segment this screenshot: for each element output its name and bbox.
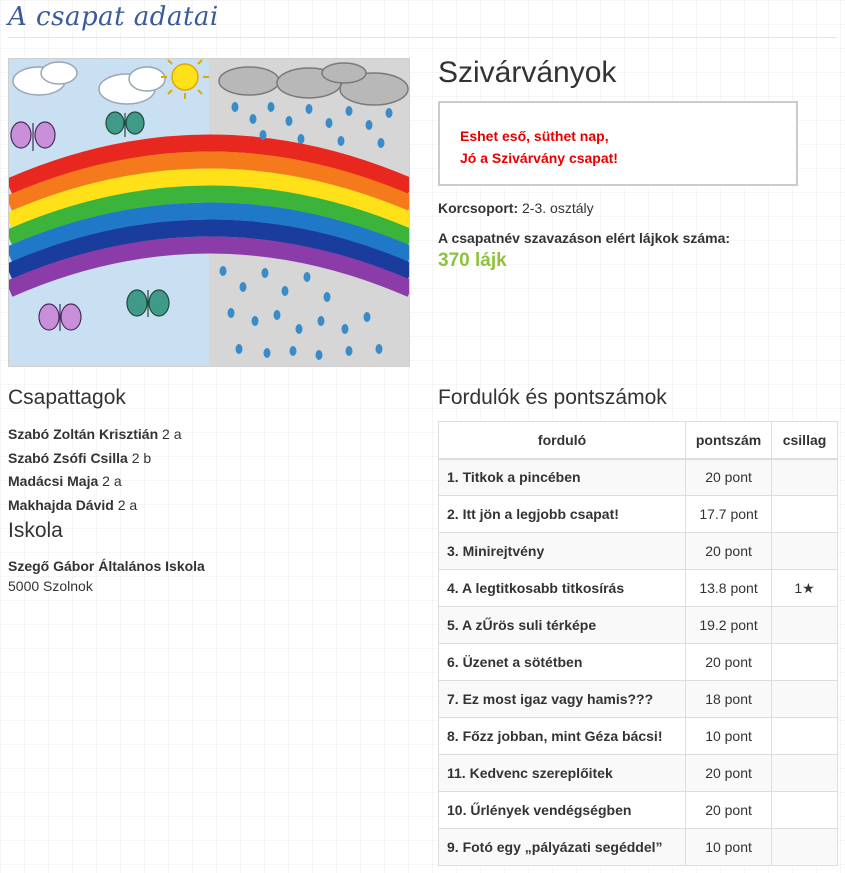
- round-score: 13.8 pont: [686, 570, 772, 607]
- round-stars: [772, 607, 838, 644]
- butterfly-icon: [106, 112, 144, 137]
- table-row: [439, 496, 838, 533]
- column-header-score: pontszám: [686, 422, 772, 459]
- round-stars: [772, 681, 838, 718]
- round-score: 20 pont: [686, 644, 772, 681]
- member-name: Szabó Zsófi Csilla: [8, 449, 128, 466]
- table-row: [439, 570, 838, 607]
- round-stars: [772, 459, 838, 496]
- table-row: [439, 459, 838, 496]
- round-name: 8. Főzz jobban, mint Géza bácsi!: [439, 718, 686, 755]
- school-info: [8, 556, 205, 596]
- school-heading: Iskola: [8, 519, 63, 542]
- table-row: [439, 607, 838, 644]
- round-name: 3. Minirejtvény: [439, 533, 686, 570]
- round-score: 19.2 pont: [686, 607, 772, 644]
- school-address: 5000 Szolnok: [8, 578, 93, 594]
- round-stars: [772, 829, 838, 866]
- round-name: 7. Ez most igaz vagy hamis???: [439, 681, 686, 718]
- round-stars: [772, 644, 838, 681]
- round-name: 6. Üzenet a sötétben: [439, 644, 686, 681]
- team-name: Szivárványok: [438, 56, 617, 89]
- member-grade: 2 a: [102, 473, 122, 489]
- column-header-stars: csillag: [772, 422, 838, 459]
- member-item: [8, 423, 181, 447]
- member-item: [8, 494, 181, 518]
- round-name: 4. A legtitkosabb titkosírás: [439, 570, 686, 607]
- round-score: 10 pont: [686, 718, 772, 755]
- members-heading: Csapattagok: [8, 386, 126, 409]
- motto-line: Eshet eső, süthet nap,: [460, 128, 609, 144]
- round-name: 11. Kedvenc szereplőitek: [439, 755, 686, 792]
- round-name: 1. Titkok a pincében: [439, 459, 686, 496]
- round-score: 17.7 pont: [686, 496, 772, 533]
- member-name: Madácsi Maja: [8, 473, 99, 489]
- round-score: 20 pont: [686, 533, 772, 570]
- butterfly-icon: [127, 290, 169, 317]
- page-title: A csapat adatai: [8, 2, 219, 32]
- table-header-row: [439, 422, 838, 459]
- round-name: 2. Itt jön a legjobb csapat!: [439, 496, 686, 533]
- round-score: 20 pont: [686, 459, 772, 496]
- butterfly-icon: [39, 304, 81, 331]
- members-list: [8, 423, 181, 517]
- round-stars: 1★: [772, 570, 838, 607]
- round-score: 20 pont: [686, 755, 772, 792]
- team-drawing: [8, 58, 410, 367]
- member-grade: 2 b: [131, 449, 152, 466]
- table-row: [439, 644, 838, 681]
- member-name: Makhajda Dávid: [8, 496, 114, 513]
- round-name: 9. Fotó egy „pályázati segéddel”: [439, 829, 686, 866]
- round-stars: [772, 718, 838, 755]
- member-grade: 2 a: [162, 426, 182, 442]
- rounds-table: [438, 421, 838, 866]
- table-row: [439, 829, 838, 866]
- table-row: [439, 755, 838, 792]
- table-row: [439, 718, 838, 755]
- likes-value: 370 lájk: [438, 250, 507, 271]
- butterfly-icon: [11, 122, 55, 151]
- round-name: 10. Űrlények vendégségben: [439, 792, 686, 829]
- round-name: 5. A zŰrös suli térképe: [439, 607, 686, 644]
- member-item: [8, 470, 181, 494]
- age-group-value: 2-3. osztály: [522, 200, 594, 216]
- age-group-label: Korcsoport:: [438, 200, 519, 216]
- motto-line: Jó a Szivárvány csapat!: [460, 150, 618, 166]
- column-header-round: forduló: [439, 422, 686, 459]
- round-stars: [772, 496, 838, 533]
- school-name: Szegő Gábor Általános Iskola: [8, 558, 205, 574]
- member-name: Szabó Zoltán Krisztián: [8, 426, 159, 442]
- table-row: [439, 792, 838, 829]
- likes-label: A csapatnév szavazáson elért lájkok száma:: [438, 230, 731, 246]
- team-motto-box: [438, 101, 798, 186]
- round-score: 20 pont: [686, 792, 772, 829]
- table-row: [439, 533, 838, 570]
- rounds-heading: Fordulók és pontszámok: [438, 386, 667, 409]
- round-score: 18 pont: [686, 681, 772, 718]
- member-item: [8, 447, 181, 471]
- age-group: [438, 200, 594, 216]
- member-grade: 2 a: [117, 496, 138, 513]
- round-stars: [772, 755, 838, 792]
- round-stars: [772, 792, 838, 829]
- title-divider: [8, 37, 837, 38]
- table-row: [439, 681, 838, 718]
- round-stars: [772, 533, 838, 570]
- rainbow-drawing-svg: [9, 59, 410, 367]
- round-score: 10 pont: [686, 829, 772, 866]
